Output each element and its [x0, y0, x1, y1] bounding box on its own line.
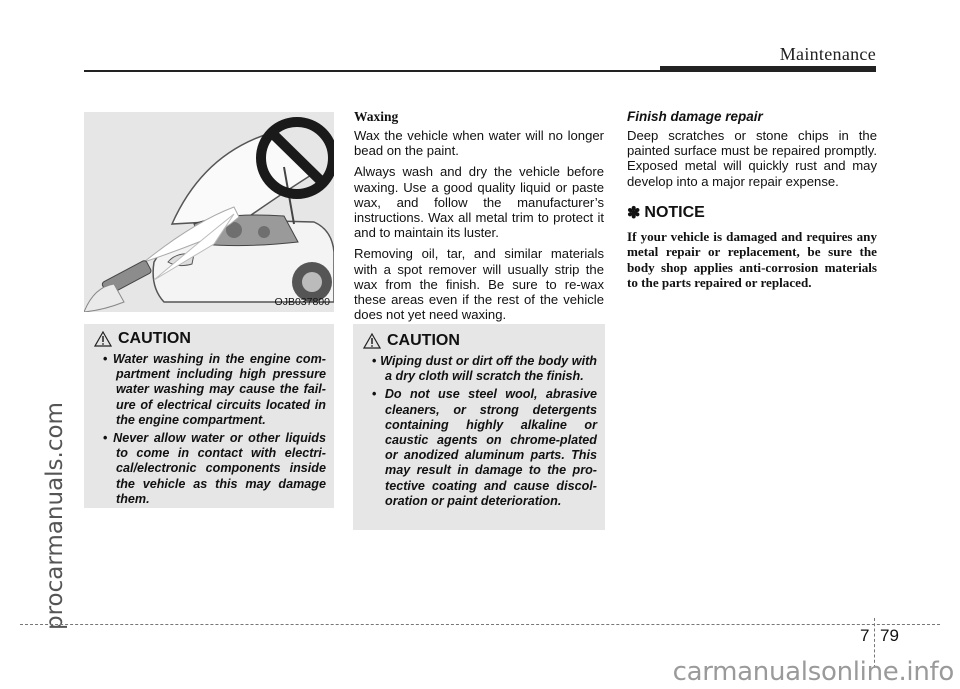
caution-item: • Never allow water or other liquids to come in contact with electri-cal/electronic components inside the vehicle as this may damage them.	[94, 431, 326, 507]
header-rule-accent	[660, 66, 876, 72]
notice-heading	[627, 203, 877, 223]
side-watermark-text: procarmanuals.com	[42, 402, 68, 630]
waxing-heading: Waxing	[354, 109, 399, 124]
warning-triangle-icon	[94, 331, 112, 347]
car-hood-open-image	[84, 112, 334, 312]
notice-body: If your vehicle is damaged and requires any metal repair or replacement, be sure the body shop applies anti-corrosion materials to the parts repaired or replaced.	[627, 228, 877, 291]
warning-triangle-icon	[363, 333, 381, 349]
footer-watermark: carmanualsonline.info	[672, 657, 954, 687]
finish-repair-section	[627, 109, 877, 290]
finish-repair-heading: Finish damage repair	[627, 109, 763, 124]
caution-title: CAUTION	[387, 332, 460, 349]
engine-washing-illustration	[84, 112, 334, 312]
caution-title: CAUTION	[118, 330, 191, 347]
section-title: Maintenance	[779, 44, 876, 64]
caution-box-engine-washing	[84, 324, 334, 508]
caution-list	[94, 352, 326, 507]
notice-title: NOTICE	[644, 203, 705, 221]
footer-rule	[20, 624, 940, 625]
page-number: 79	[880, 626, 899, 645]
caution-item: • Do not use steel wool, abrasive cleaners, or strong detergents containing highly alkaline or caustic agents on chrome-plated or anodized aluminum parts. This may result in damage to the pro-tective coating and cause discol-oration or paint deterioration.	[363, 387, 597, 509]
caution-heading	[363, 332, 597, 350]
caution-item: • Wiping dust or dirt off the body with a dry cloth will scratch the finish.	[363, 354, 597, 384]
caution-item: • Water washing in the engine com-partment including high pressure water washing may cause the fail-ure of electrical circuits located in the engine compartment.	[94, 352, 326, 428]
waxing-section	[354, 109, 604, 328]
caution-heading	[94, 330, 326, 348]
header-rule	[84, 70, 660, 72]
waxing-paragraph: Wax the vehicle when water will no longer bead on the paint.	[354, 128, 604, 159]
side-watermark	[8, 160, 68, 680]
chapter-number: 7	[860, 626, 870, 645]
figure-code: OJB037800	[274, 296, 330, 308]
finish-repair-paragraph: Deep scratches or stone chips in the painted surface must be repaired promptly. Exposed metal will quickly rust and may develop into a major repair expense.	[627, 128, 877, 189]
notice-asterisk-icon: ✽	[627, 204, 641, 222]
caution-box-wiping	[353, 324, 605, 530]
caution-list	[363, 354, 597, 509]
waxing-paragraph: Always wash and dry the vehicle before waxing. Use a good quality liquid or paste wax, and follow the manufacturer’s instructions. Wax all metal trim to protect it and to maintain its luster.	[354, 164, 604, 241]
waxing-paragraph: Removing oil, tar, and similar materials with a spot remover will usually strip the wax from the finish. Be sure to re-wax these areas even if the rest of the vehicle does not yet need waxing.	[354, 246, 604, 323]
